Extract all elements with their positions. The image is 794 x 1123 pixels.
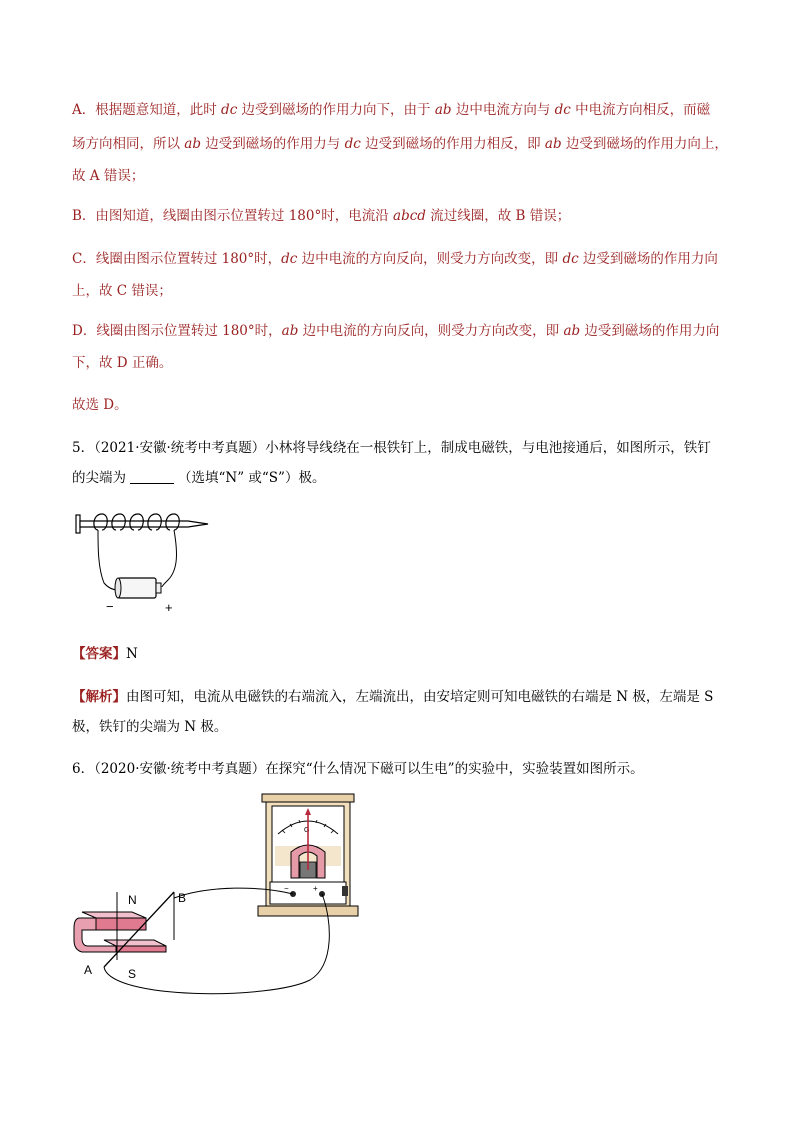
battery bbox=[118, 578, 156, 598]
battery-plus: + bbox=[165, 600, 173, 615]
point-a-label: A bbox=[84, 963, 93, 977]
question-5-line-2: 的尖端为 （选填“N” 或“S”）极。 bbox=[72, 470, 326, 486]
option-c-line-2: 上，故 C 错误； bbox=[72, 283, 172, 299]
induction-experiment-figure bbox=[70, 790, 370, 1002]
battery-terminal bbox=[156, 583, 161, 593]
question-6-line-1: 6．（2020·安徽·统考中考真题）在探究“什么情况下磁可以生电”的实验中，实验装置如图所示。 bbox=[72, 761, 644, 777]
meter-minus: − bbox=[284, 884, 289, 893]
galvanometer bbox=[258, 794, 358, 916]
meter-g-label: G bbox=[304, 827, 310, 834]
option-a-line-2: 场方向相同，所以 ab 边受到磁场的作用力与 dc 边受到磁场的作用力相反，即 ab 边受到磁场的作用力向上， bbox=[72, 136, 728, 152]
conclusion: 故选 D。 bbox=[72, 397, 128, 413]
point-b-label: B bbox=[178, 891, 187, 905]
left-wire bbox=[98, 530, 118, 590]
option-a-line-3: 故 A 错误； bbox=[72, 168, 145, 184]
analysis-line-2: 极，铁钉的尖端为 N 极。 bbox=[72, 719, 228, 735]
nail-body bbox=[80, 521, 208, 527]
horseshoe-magnet bbox=[74, 912, 166, 952]
answer-line: 【答案】N bbox=[72, 646, 138, 662]
option-d-line-2: 下，故 D 正确。 bbox=[72, 355, 173, 371]
option-d-line-1: D．线圈由图示位置转过 180°时，ab 边中电流的方向反向，则受力方向改变，即 ab 边受到磁场的作用力向 bbox=[72, 323, 720, 339]
answer-blank bbox=[130, 469, 174, 484]
option-a-line-1: A．根据题意知道，此时 dc 边受到磁场的作用力向下，由于 ab 边中电流方向与 dc 中电流方向相反，而磁 bbox=[72, 102, 711, 118]
magnet-s-label: S bbox=[128, 967, 137, 981]
analysis-line-1: 【解析】由图可知，电流从电磁铁的右端流入，左端流出，由安培定则可知电磁铁的右端是 N 极，左端是 S bbox=[72, 689, 714, 705]
right-wire bbox=[162, 530, 176, 587]
electromagnet-figure bbox=[70, 508, 220, 618]
magnet-n-label: N bbox=[128, 893, 137, 907]
meter-plus: + bbox=[313, 884, 318, 893]
option-c-line-1: C．线圈由图示位置转过 180°时，dc 边中电流的方向反向，则受力方向改变，即 dc 边受到磁场的作用力向 bbox=[72, 251, 718, 267]
question-5-line-1: 5．（2021·安徽·统考中考真题）小林将导线绕在一根铁钉上，制成电磁铁，与电池接通后，如图所示，铁钉 bbox=[72, 440, 711, 456]
option-b-line-1: B．由图知道，线圈由图示位置转过 180°时，电流沿 abcd 流过线圈，故 B 错误； bbox=[72, 208, 571, 224]
battery-minus: − bbox=[106, 599, 114, 614]
